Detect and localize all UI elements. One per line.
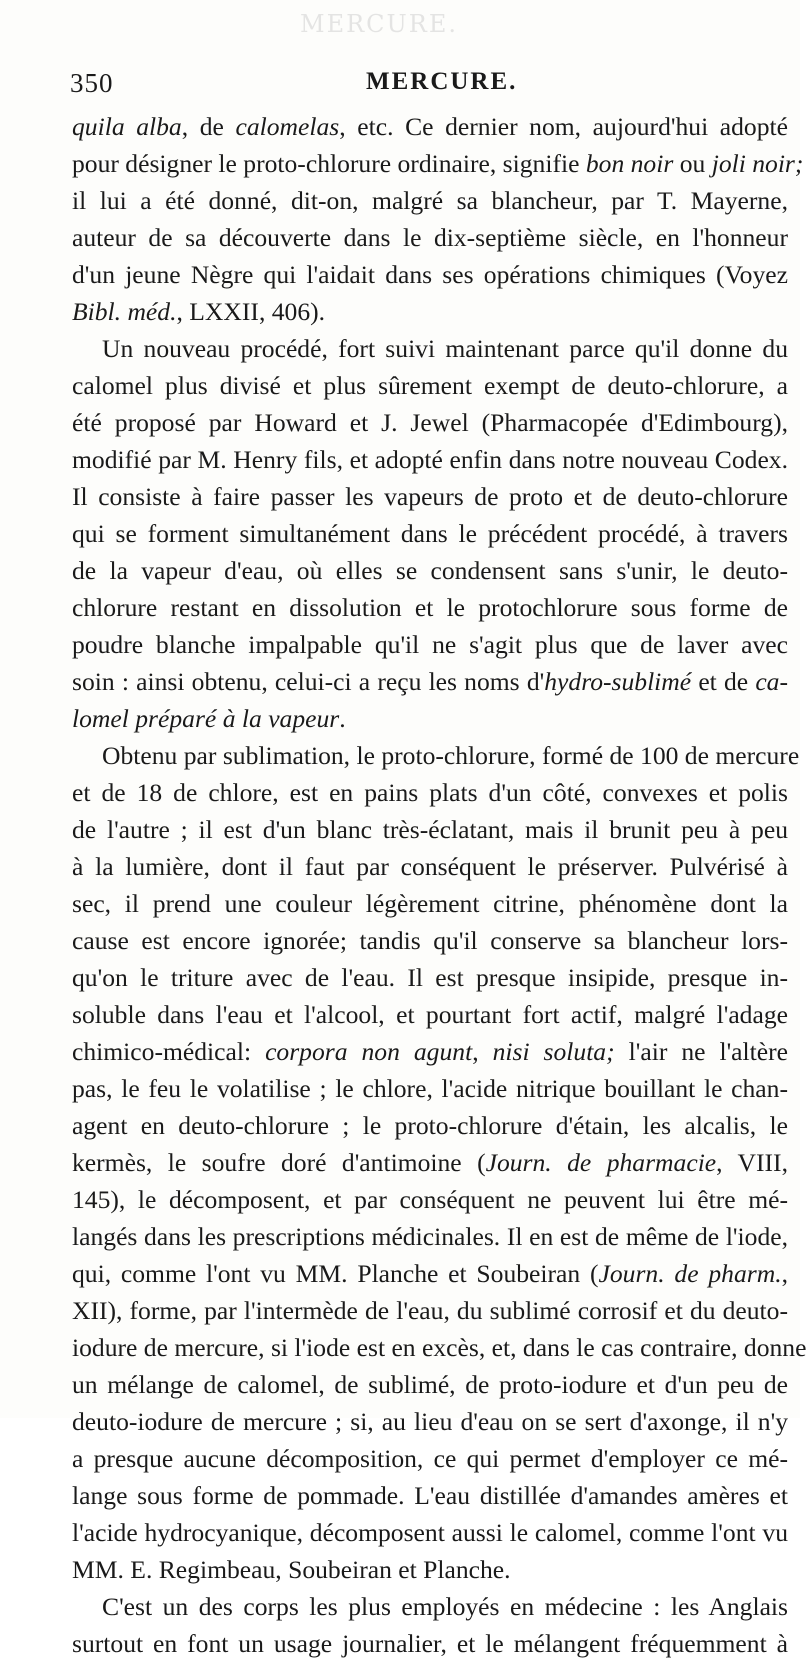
text-line bbox=[72, 700, 788, 737]
text-line bbox=[72, 1033, 788, 1070]
italic-text-segment: quila alba bbox=[72, 112, 182, 141]
italic-text-segment: hydro-sublimé bbox=[544, 667, 692, 696]
text-segment: cause est encore ignorée; tandis qu'il conserve sa blancheur lors- bbox=[72, 926, 788, 955]
text-segment: lange sous forme de pommade. L'eau distillée d'amandes amères et bbox=[72, 1481, 788, 1510]
text-line bbox=[72, 996, 788, 1033]
text-segment: Il consiste à faire passer les vapeurs de proto et de deuto-chlorure bbox=[72, 482, 788, 511]
text-segment: iodure de mercure, si l'iode est en excès, et, dans le cas contraire, donne bbox=[72, 1333, 806, 1362]
text-segment: pas, le feu le volatilise ; le chlore, l'acide nitrique bouillant le chan- bbox=[72, 1074, 788, 1103]
text-line bbox=[72, 330, 788, 367]
text-line bbox=[72, 663, 788, 700]
text-segment: XII), forme, par l'intermède de l'eau, du sublimé corrosif et du deuto- bbox=[72, 1296, 788, 1325]
text-line bbox=[72, 848, 788, 885]
text-line bbox=[72, 959, 788, 996]
text-segment: auteur de sa découverte dans le dix-septième siècle, en l'honneur bbox=[72, 223, 788, 252]
text-segment: ou bbox=[673, 149, 712, 178]
text-segment: un mélange de calomel, de sublimé, de proto-iodure et d'un peu de bbox=[72, 1370, 788, 1399]
text-line bbox=[72, 1070, 788, 1107]
text-segment: de l'autre ; il est d'un blanc très-éclatant, mais il brunit peu à peu bbox=[72, 815, 788, 844]
text-segment: MM. E. Regimbeau, Soubeiran et Planche. bbox=[72, 1555, 511, 1584]
text-line bbox=[72, 404, 788, 441]
text-segment: pour désigner le proto-chlorure ordinaire, signifie bbox=[72, 149, 586, 178]
text-line bbox=[72, 552, 788, 589]
text-line bbox=[72, 626, 788, 663]
text-segment: surtout en font un usage journalier, et le mélangent fréquemment à bbox=[72, 1629, 788, 1658]
text-line bbox=[72, 182, 788, 219]
text-segment: , LXXII, 406). bbox=[176, 297, 326, 326]
text-line bbox=[72, 774, 788, 811]
italic-text-segment: Journ. de pharmacie bbox=[485, 1148, 717, 1177]
italic-text-segment: Journ. de pharm. bbox=[598, 1259, 782, 1288]
text-line bbox=[72, 737, 800, 774]
text-segment: kermès, le soufre doré d'antimoine ( bbox=[72, 1148, 486, 1177]
text-segment: de la vapeur d'eau, où elles se condensent sans s'unir, le deuto- bbox=[72, 556, 788, 585]
text-segment: , bbox=[781, 1259, 789, 1288]
text-line bbox=[72, 293, 788, 330]
text-line bbox=[72, 478, 788, 515]
text-line bbox=[72, 219, 788, 256]
text-segment: , etc. Ce dernier nom, aujourd'hui adopté bbox=[339, 112, 788, 141]
text-segment: l'air ne l'altère bbox=[614, 1037, 788, 1066]
text-line bbox=[72, 441, 788, 478]
text-line bbox=[72, 108, 788, 145]
text-segment: il lui a été donné, dit-on, malgré sa blancheur, par T. Mayerne, bbox=[72, 186, 788, 215]
text-line bbox=[72, 256, 788, 293]
text-segment: à la lumière, dont il faut par conséquent le préserver. Pulvérisé à bbox=[72, 852, 788, 881]
text-line bbox=[72, 1218, 788, 1255]
text-line bbox=[72, 515, 788, 552]
text-line bbox=[72, 589, 788, 626]
text-segment: et de bbox=[691, 667, 756, 696]
text-line bbox=[72, 1181, 788, 1218]
italic-text-segment: lomel préparé à la vapeur bbox=[72, 704, 340, 733]
text-segment: a presque aucune décomposition, ce qui permet d'employer ce mé- bbox=[72, 1444, 788, 1473]
text-segment: l'acide hydrocyanique, décomposent aussi le calomel, comme l'ont vu bbox=[72, 1518, 788, 1547]
text-line bbox=[72, 1329, 806, 1366]
text-segment: , de bbox=[181, 112, 236, 141]
bleed-through-text: MERCURE. bbox=[300, 10, 458, 38]
text-line bbox=[72, 1440, 788, 1477]
text-segment: , VIII, bbox=[716, 1148, 788, 1177]
text-segment: poudre blanche impalpable qu'il ne s'agit plus que de laver avec bbox=[72, 630, 788, 659]
text-segment: d'un jeune Nègre qui l'aidait dans ses opérations chimiques (Voyez bbox=[72, 260, 788, 289]
text-line bbox=[72, 367, 788, 404]
text-segment: calomel plus divisé et plus sûrement exempt de deuto-chlorure, a bbox=[72, 371, 788, 400]
text-line bbox=[72, 1514, 788, 1551]
text-line bbox=[72, 1625, 788, 1662]
text-segment: . bbox=[339, 704, 346, 733]
italic-text-segment: nisi soluta; bbox=[492, 1037, 615, 1066]
text-segment: modifié par M. Henry fils, et adopté enfin dans notre nouveau Codex. bbox=[72, 445, 788, 474]
text-line bbox=[72, 922, 788, 959]
text-segment: qui se forment simultanément dans le précédent procédé, à travers bbox=[72, 519, 788, 548]
text-segment: langés dans les prescriptions médicinales. Il en est de même de l'iode, bbox=[72, 1222, 788, 1251]
text-line bbox=[72, 885, 788, 922]
text-line bbox=[72, 1292, 788, 1329]
text-segment: sec, il prend une couleur légèrement citrine, phénomène dont la bbox=[72, 889, 788, 918]
body-text bbox=[72, 108, 806, 1662]
text-segment: 145), le décomposent, et par conséquent ne peuvent lui être mé- bbox=[72, 1185, 788, 1214]
italic-text-segment: joli noir; bbox=[711, 149, 804, 178]
italic-text-segment: calomelas bbox=[235, 112, 340, 141]
text-line bbox=[72, 1477, 788, 1514]
text-segment: agent en deuto-chlorure ; le proto-chlorure d'étain, les alcalis, le bbox=[72, 1111, 788, 1140]
text-segment: , bbox=[472, 1037, 493, 1066]
text-segment: chimico-médical: bbox=[72, 1037, 266, 1066]
text-line bbox=[72, 1144, 788, 1181]
text-segment: qui, comme l'ont vu MM. Planche et Soubeiran ( bbox=[72, 1259, 599, 1288]
text-segment: soin : ainsi obtenu, celui-ci a reçu les noms d' bbox=[72, 667, 545, 696]
text-segment: Un nouveau procédé, fort suivi maintenant parce qu'il donne du bbox=[102, 334, 788, 363]
text-line bbox=[72, 1255, 788, 1292]
text-segment: deuto-iodure de mercure ; si, au lieu d'eau on se sert d'axonge, il n'y bbox=[72, 1407, 788, 1436]
text-segment: été proposé par Howard et J. Jewel (Pharmacopée d'Edimbourg), bbox=[72, 408, 788, 437]
text-line bbox=[72, 145, 804, 182]
italic-text-segment: bon noir bbox=[585, 149, 674, 178]
text-segment: chlorure restant en dissolution et le protochlorure sous forme de bbox=[72, 593, 788, 622]
italic-text-segment: ca- bbox=[755, 667, 788, 696]
page-header bbox=[70, 68, 790, 108]
text-segment: et de 18 de chlore, est en pains plats d'un côté, convexes et polis bbox=[72, 778, 788, 807]
text-segment: C'est un des corps les plus employés en médecine : les Anglais bbox=[102, 1592, 788, 1621]
text-segment: soluble dans l'eau et l'alcool, et pourtant fort actif, malgré l'adage bbox=[72, 1000, 788, 1029]
italic-text-segment: corpora non agunt bbox=[265, 1037, 473, 1066]
text-segment: Obtenu par sublimation, le proto-chlorure, formé de 100 de mercure bbox=[102, 741, 800, 770]
text-segment: qu'on le triture avec de l'eau. Il est presque insipide, presque in- bbox=[72, 963, 788, 992]
text-line bbox=[72, 811, 788, 848]
italic-text-segment: Bibl. méd. bbox=[72, 297, 177, 326]
text-line bbox=[72, 1403, 788, 1440]
text-line bbox=[72, 1366, 788, 1403]
running-title: MERCURE. bbox=[366, 68, 518, 95]
text-line bbox=[72, 1107, 788, 1144]
text-line bbox=[72, 1588, 788, 1625]
page-number: 350 bbox=[70, 68, 114, 98]
text-line bbox=[72, 1551, 788, 1588]
